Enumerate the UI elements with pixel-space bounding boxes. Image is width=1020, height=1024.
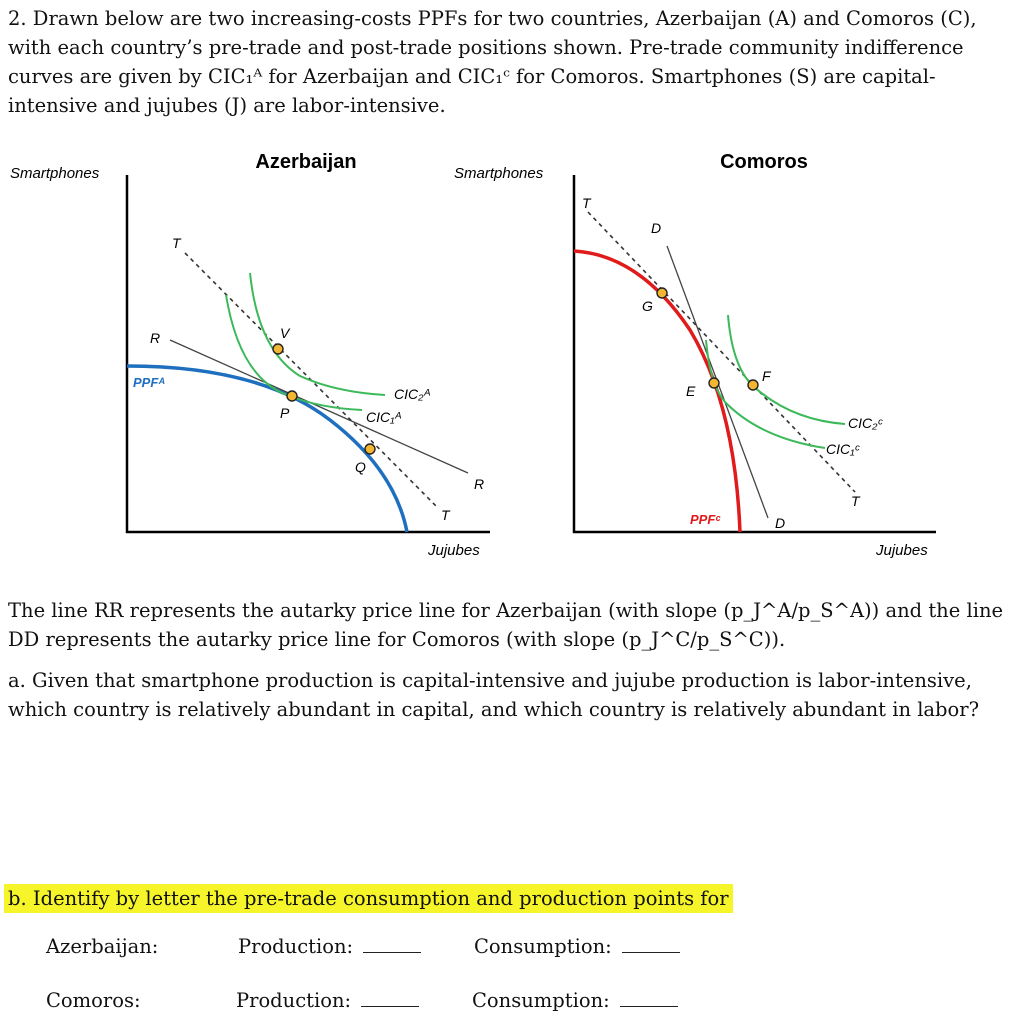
comoros-row-label: Comoros: (46, 989, 141, 1012)
azerbaijan-label-r-right: R (474, 476, 485, 492)
ppf-figure (0, 140, 1020, 570)
comoros-ppf-label: PPFᶜ (690, 512, 721, 527)
comoros-production (236, 989, 419, 1012)
comoros-tt-line (588, 212, 855, 492)
comoros-production-blank[interactable] (361, 992, 419, 1007)
azerbaijan-ppf-label: PPFᴬ (133, 375, 165, 390)
price-line-explanation: The line RR represents the autarky price line for Azerbaijan (with slope (p_J^A/p_S^A)) and the line DD represents the autarky price line for Comoros (with slope (p_J^C/p_S^C)). (8, 599, 1004, 651)
azerbaijan-panel (10, 151, 490, 559)
azerbaijan-cic2-label: CIC₂ᴬ (394, 386, 431, 402)
comoros-panel (454, 151, 936, 559)
comoros-y-axis-label: Smartphones (454, 165, 544, 182)
azerbaijan-label-q: Q (355, 459, 366, 475)
comoros-point-g (657, 288, 667, 298)
azerbaijan-production (238, 935, 421, 958)
comoros-consumption-label: Consumption: (472, 989, 610, 1012)
comoros-label-t-bottom: T (851, 493, 860, 509)
question-part-b-text: b. Identify by letter the pre-trade consumption and production points for (8, 887, 729, 910)
comoros-consumption-blank[interactable] (620, 992, 678, 1007)
question-part-a: a. Given that smartphone production is capital-intensive and jujube production is labor-intensive, which country is relatively abundant in capital, and which country is relatively abundant in labor? (8, 669, 980, 721)
azerbaijan-x-axis-label: Jujubes (428, 542, 480, 559)
question-part-b (4, 884, 733, 913)
comoros-point-f (748, 380, 758, 390)
comoros-label-e: E (686, 383, 696, 399)
comoros-label-t-top: T (582, 195, 591, 211)
question-intro: 2. Drawn below are two increasing-costs PPFs for two countries, Azerbaijan (A) and Comoros (C), with each country’s pre-trade and post-trade positions shown. Pre-trade community indifference curves are given by CIC₁ᴬ for Azerbaijan and CIC₁ᶜ for Comoros. Smartphones (S) are capital-intensive and jujubes (J) are labor-intensive. (8, 7, 977, 117)
azerbaijan-title: Azerbaijan (255, 151, 357, 173)
azerbaijan-cic2-curve (250, 273, 385, 395)
azerbaijan-label-r-left: R (150, 330, 161, 346)
azerbaijan-consumption-blank[interactable] (622, 938, 680, 953)
azerbaijan-row-label: Azerbaijan: (46, 935, 159, 958)
comoros-label-d-top: D (651, 220, 662, 236)
comoros-label-g: G (642, 298, 653, 314)
azerbaijan-rr-line (170, 340, 468, 473)
azerbaijan-point-q (365, 444, 375, 454)
azerbaijan-label-t-top: T (172, 235, 181, 251)
azerbaijan-production-label: Production: (238, 935, 354, 958)
comoros-x-axis-label: Jujubes (876, 542, 928, 559)
azerbaijan-cic1-label: CIC₁ᴬ (366, 409, 402, 425)
comoros-label-f: F (762, 368, 771, 384)
comoros-cic2-curve (728, 315, 845, 424)
comoros-label-d-bottom: D (775, 515, 786, 531)
azerbaijan-consumption-label: Consumption: (474, 935, 612, 958)
comoros-cic2-label: CIC₂ᶜ (848, 415, 883, 431)
azerbaijan-point-v (273, 344, 283, 354)
azerbaijan-y-axis-label: Smartphones (10, 165, 100, 182)
comoros-cic1-label: CIC₁ᶜ (826, 441, 860, 457)
azerbaijan-label-p: P (280, 405, 290, 421)
comoros-consumption (472, 989, 678, 1012)
comoros-production-label: Production: (236, 989, 352, 1012)
azerbaijan-production-blank[interactable] (363, 938, 421, 953)
azerbaijan-label-t-bottom: T (441, 507, 450, 523)
azerbaijan-label-v: V (280, 325, 290, 341)
comoros-point-e (709, 378, 719, 388)
azerbaijan-point-p (287, 391, 297, 401)
comoros-cic1-curve (706, 340, 825, 448)
azerbaijan-consumption (474, 935, 680, 958)
comoros-title: Comoros (720, 151, 808, 173)
